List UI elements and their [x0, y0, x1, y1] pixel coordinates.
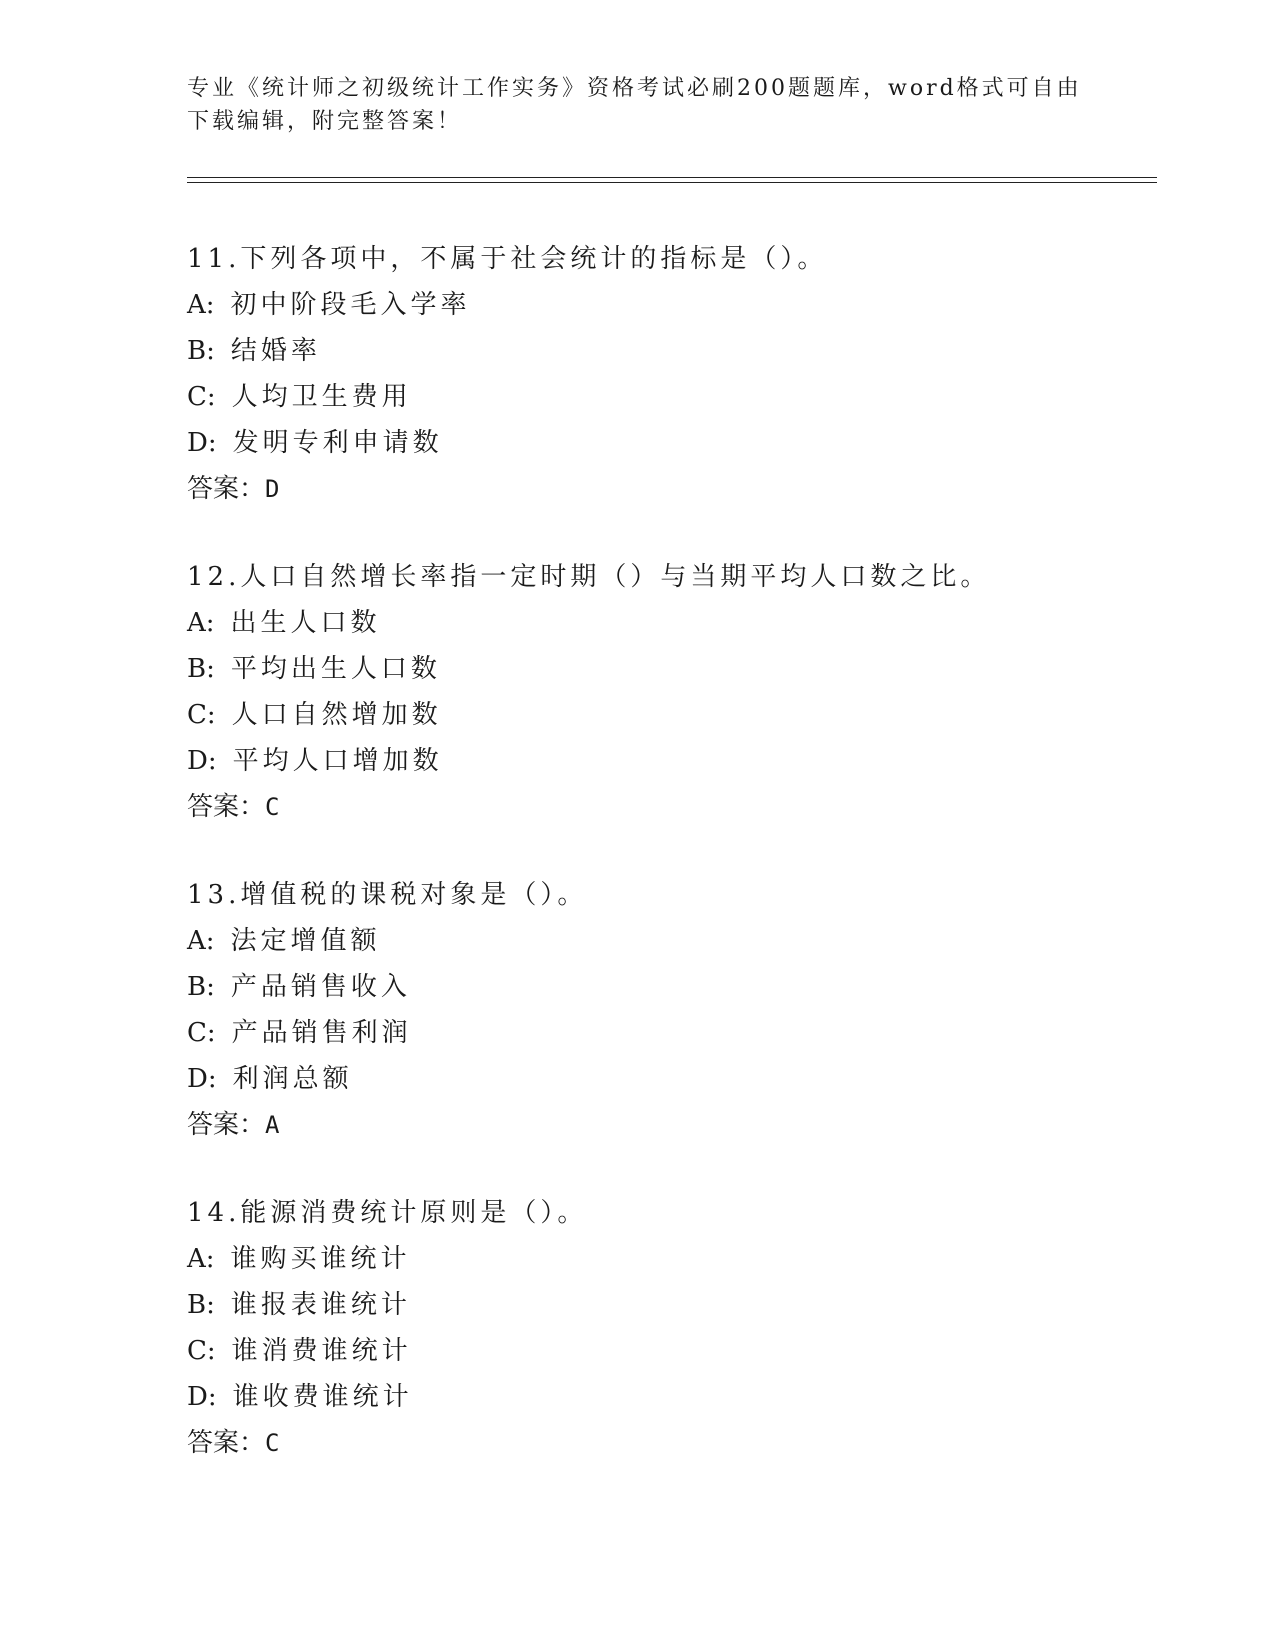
option-letter: D: [187, 1064, 208, 1094]
option-text: 人口自然增加数: [231, 700, 442, 730]
option-letter: A: [187, 608, 206, 638]
option-text: 谁报表谁统计: [230, 1290, 411, 1320]
option-separator: :: [206, 382, 216, 412]
option-text: 谁消费谁统计: [231, 1336, 412, 1366]
option-text: 产品销售利润: [231, 1018, 412, 1048]
option-text: 谁购买谁统计: [230, 1244, 411, 1274]
option-letter: C: [187, 1018, 207, 1048]
option-text: 产品销售收入: [230, 972, 411, 1002]
document-header: [187, 72, 1087, 138]
option-c: [187, 692, 1157, 738]
question-stem: 11.下列各项中，不属于社会统计的指标是（）。: [187, 244, 828, 274]
option-separator: :: [206, 1290, 215, 1320]
option-letter: C: [187, 382, 207, 412]
answer-label: 答案：: [187, 1428, 266, 1458]
option-text: 平均人口增加数: [232, 746, 443, 776]
option-a: [187, 600, 1157, 646]
option-separator: :: [205, 608, 215, 638]
option-c: [187, 1010, 1157, 1056]
answer-value: D: [265, 475, 280, 503]
answer-label: 答案：: [187, 474, 266, 504]
option-separator: :: [205, 290, 215, 320]
question-12: [187, 554, 1157, 830]
option-separator: :: [206, 1018, 216, 1048]
answer-line: [187, 1420, 1157, 1466]
header-divider-bottom: [187, 182, 1157, 183]
question-11: [187, 236, 1157, 512]
option-a: [187, 282, 1157, 328]
question-list: [187, 236, 1157, 1508]
option-text: 发明专利申请数: [232, 428, 443, 458]
answer-value: A: [265, 1111, 280, 1139]
option-letter: B: [187, 654, 207, 684]
answer-label: 答案：: [187, 1110, 266, 1140]
option-separator: :: [207, 428, 217, 458]
option-b: [187, 964, 1157, 1010]
option-text: 初中阶段毛入学率: [230, 290, 471, 320]
option-letter: A: [187, 1244, 206, 1274]
option-separator: :: [207, 1064, 217, 1094]
option-text: 平均出生人口数: [230, 654, 441, 684]
header-line-2: 下载编辑，附完整答案！: [187, 109, 463, 134]
option-text: 出生人口数: [230, 608, 381, 638]
option-letter: A: [187, 926, 206, 956]
option-separator: :: [206, 972, 215, 1002]
option-b: [187, 646, 1157, 692]
answer-value: C: [265, 793, 280, 821]
question-stem: 12.人口自然增长率指一定时期（）与当期平均人口数之比。: [187, 562, 991, 592]
option-a: [187, 1236, 1157, 1282]
option-c: [187, 374, 1157, 420]
option-d: [187, 420, 1157, 466]
option-b: [187, 328, 1157, 374]
option-text: 谁收费谁统计: [232, 1382, 413, 1412]
answer-value: C: [265, 1429, 280, 1457]
option-text: 法定增值额: [230, 926, 381, 956]
question-13: [187, 872, 1157, 1148]
option-letter: A: [187, 290, 206, 320]
option-separator: :: [205, 926, 215, 956]
option-letter: C: [187, 1336, 207, 1366]
header-divider-top: [187, 177, 1157, 178]
option-d: [187, 1056, 1157, 1102]
answer-line: [187, 466, 1157, 512]
option-text: 结婚率: [230, 336, 321, 366]
option-c: [187, 1328, 1157, 1374]
option-b: [187, 1282, 1157, 1328]
option-text: 利润总额: [232, 1064, 353, 1094]
question-stem: 13.增值税的课税对象是（）。: [187, 880, 588, 910]
option-letter: B: [187, 1290, 207, 1320]
option-separator: :: [205, 1244, 215, 1274]
option-letter: D: [187, 746, 208, 776]
question-14: [187, 1190, 1157, 1466]
option-separator: :: [206, 1336, 216, 1366]
question-stem: 14.能源消费统计原则是（）。: [187, 1198, 588, 1228]
answer-label: 答案：: [187, 792, 266, 822]
answer-line: [187, 784, 1157, 830]
option-letter: B: [187, 336, 207, 366]
option-letter: D: [187, 428, 208, 458]
option-separator: :: [206, 336, 215, 366]
option-text: 人均卫生费用: [231, 382, 412, 412]
option-letter: C: [187, 700, 207, 730]
header-line-1: 专业《统计师之初级统计工作实务》资格考试必刷200题题库，word格式可自由: [187, 76, 1082, 101]
option-letter: D: [187, 1382, 208, 1412]
option-letter: B: [187, 972, 207, 1002]
option-a: [187, 918, 1157, 964]
option-separator: :: [207, 1382, 217, 1412]
option-separator: :: [207, 746, 217, 776]
option-separator: :: [206, 654, 215, 684]
answer-line: [187, 1102, 1157, 1148]
option-d: [187, 738, 1157, 784]
option-separator: :: [206, 700, 216, 730]
option-d: [187, 1374, 1157, 1420]
